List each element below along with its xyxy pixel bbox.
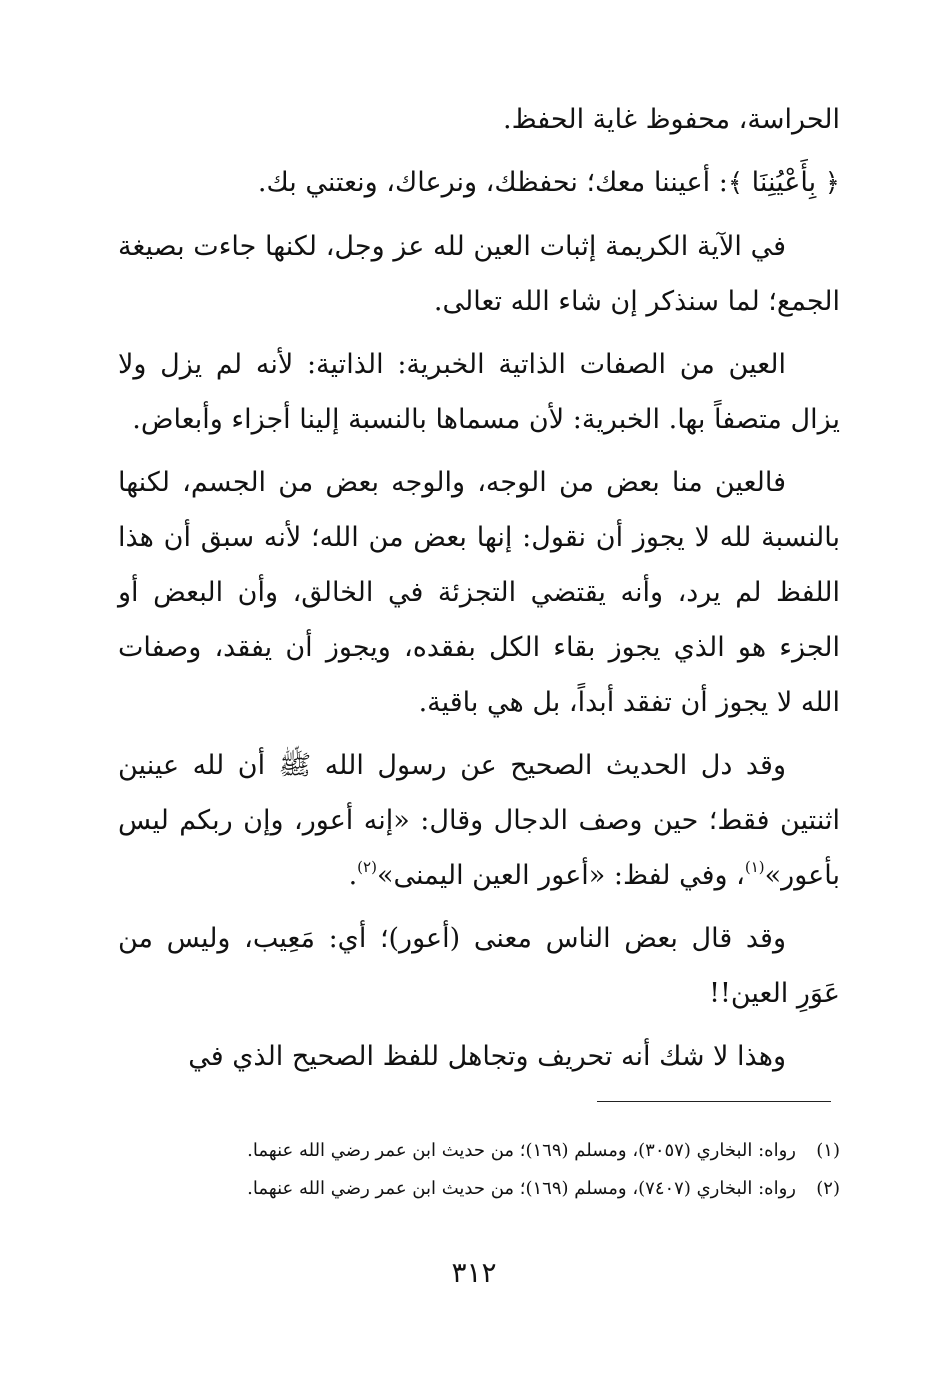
- paragraph-1: في الآية الكريمة إثبات العين لله عز وجل، لكنها جاءت بصيغة الجمع؛ لما سنذكر إن شاء الله تعالى.: [118, 231, 840, 317]
- verse-open-brace: ﴿: [824, 168, 840, 198]
- verse-line: [118, 155, 840, 211]
- footnote-ref-2[interactable]: (٢): [357, 858, 377, 876]
- body-line-1: الحراسة، محفوظ غاية الحفظ.: [503, 104, 840, 135]
- footnote-2-text: رواه: البخاري (٧٤٠٧)، ومسلم (١٦٩)؛ من حديث ابن عمر رضي الله عنهما.: [247, 1178, 796, 1199]
- paragraph-4: [118, 738, 840, 903]
- paragraph-3: فالعين منا بعض من الوجه، والوجه بعض من الجسم، لكنها بالنسبة لله لا يجوز أن نقول: إنها بعض من الله؛ لأنه سبق أن هذا اللفظ لم يرد، وأنه يقتضي التجزئة في الخالق، وأن البعض أو الجزء هو الذي يجوز بقاء الكل بفقده، ويجوز أن يفقد، وصفات الله لا يجوز أن تفقد أبداً، بل هي باقية.: [118, 467, 840, 718]
- page-number: ٣١٢: [451, 1256, 497, 1289]
- footnote-2-number: (٢): [816, 1178, 840, 1199]
- footnote-1: [118, 1132, 840, 1170]
- paragraph-4-text-c: .: [348, 860, 358, 891]
- paragraph-4-text-a: وقد دل الحديث الصحيح عن رسول الله ﷺ أن لله عينين اثنتين فقط؛ حين وصف الدجال وقال: «إنه أعور، وإن ربكم ليس بأعور»: [118, 750, 840, 891]
- footnotes: [118, 1132, 840, 1208]
- paragraph-5: وقد قال بعض الناس معنى (أعور)؛ أي: مَعِيب، وليس من عَوَرِ العين!!: [118, 923, 840, 1009]
- footnote-ref-1[interactable]: (١): [744, 858, 765, 876]
- verse-explanation: : أعيننا معك؛ نحفظك، ونرعاك، ونعتني بك.: [257, 167, 728, 198]
- footnote-1-number: (١): [816, 1140, 840, 1161]
- paragraph-2: العين من الصفات الذاتية الخبرية: الذاتية: لأنه لم يزل ولا يزال متصفاً بها. الخبرية: لأن مسماها بالنسبة إلينا أجزاء وأبعاض.: [118, 349, 840, 435]
- footnote-2: [118, 1170, 840, 1208]
- verse-word: بِأَعْيُنِنَا: [751, 167, 817, 198]
- footnote-1-text: رواه: البخاري (٣٠٥٧)، ومسلم (١٦٩)؛ من حديث ابن عمر رضي الله عنهما.: [247, 1140, 796, 1161]
- paragraph-4-text-b: ، وفي لفظ: «أعور العين اليمنى»: [376, 860, 745, 891]
- verse-close-brace: ﴾: [727, 168, 744, 198]
- page-body: [118, 92, 840, 1092]
- paragraph-6: وهذا لا شك أنه تحريف وتجاهل للفظ الصحيح الذي في: [188, 1041, 786, 1072]
- footnote-divider: [597, 1101, 831, 1102]
